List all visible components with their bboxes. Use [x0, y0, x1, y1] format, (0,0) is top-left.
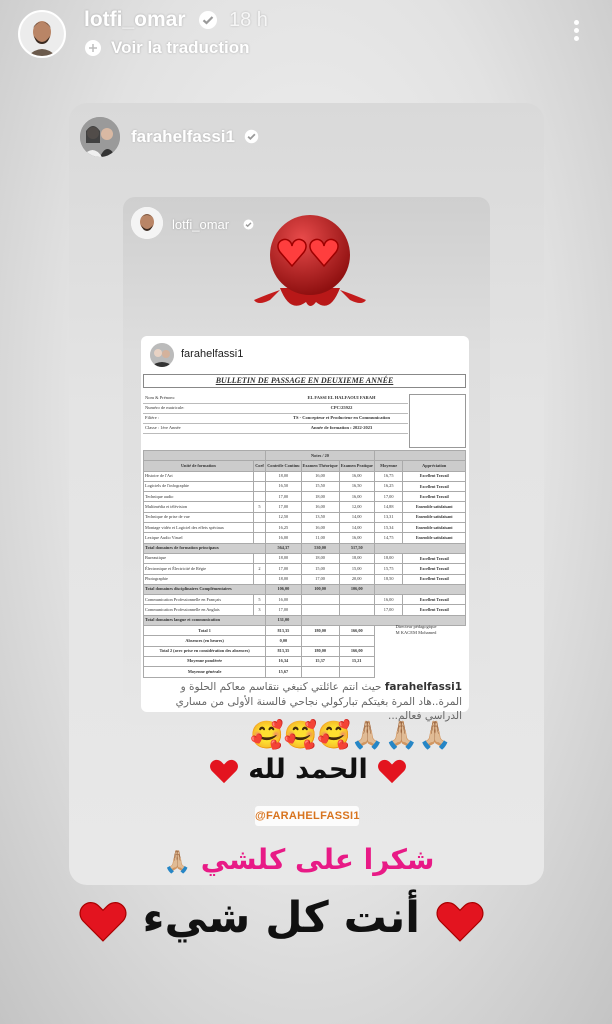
info-value: CPC/25922	[330, 405, 353, 410]
subtotal-value: 106,00	[266, 584, 301, 594]
subtotal-value: 100,00	[301, 584, 339, 594]
header-cell	[144, 451, 266, 461]
subtotal-label: Total domaines de formation principaux	[144, 543, 266, 553]
summary-value: 16,34	[266, 656, 301, 666]
appreciation-cell: Excellent Travail	[403, 492, 466, 502]
info-label: Numéro de matricule:	[145, 405, 185, 410]
story-username[interactable]: lotfi_omar	[84, 8, 186, 31]
subtotal-row	[144, 543, 466, 553]
grade-cell	[339, 605, 374, 615]
grade-cell: 16,00	[339, 533, 374, 543]
grade-cell	[339, 595, 374, 605]
table-row	[144, 502, 466, 512]
grade-cell: 12,00	[339, 502, 374, 512]
summary-value: 15,21	[339, 656, 374, 666]
translate-link[interactable]: Voir la traduction	[111, 38, 250, 57]
grade-cell: 18,00	[301, 553, 339, 563]
grade-cell: 17,00	[301, 574, 339, 584]
table-row	[144, 595, 466, 605]
average-cell: 14,88	[374, 502, 403, 512]
table-row	[144, 481, 466, 491]
empty-cell	[374, 543, 465, 553]
subject-cell: Photographie	[144, 574, 254, 584]
table-row	[144, 533, 466, 543]
table-row	[144, 523, 466, 533]
grade-cell: 17,00	[266, 605, 301, 615]
subtotal-value: 131,00	[266, 615, 301, 625]
coef-cell: 5	[253, 595, 265, 605]
post-avatar	[150, 343, 174, 367]
subtotal-value: 517,50	[339, 543, 374, 553]
coef-cell	[253, 574, 265, 584]
thanks-text: شكرا على كلشي	[200, 843, 435, 876]
average-cell: 14,75	[374, 533, 403, 543]
summary-row	[144, 667, 466, 677]
subject-cell: Technique audio	[144, 492, 254, 502]
praying-hands-icon: 🙏🏼	[163, 850, 191, 875]
summary-value: 15,37	[301, 656, 339, 666]
table-row	[144, 574, 466, 584]
info-value: EL FASSI EL HALFAOUI FARAH	[307, 395, 376, 400]
coef-cell	[253, 481, 265, 491]
emoji-row: 🥰🥰🥰🙏🏼🙏🏼🙏🏼	[250, 720, 452, 751]
empty-cell	[374, 636, 465, 646]
info-label: Nom & Prénom:	[145, 395, 175, 400]
subtotal-label: Total domaines disciplinaires Complémentaires	[144, 584, 266, 594]
summary-label: Total 1	[144, 626, 266, 636]
average-cell: 15,75	[374, 564, 403, 574]
appreciation-cell: Excellent Travail	[403, 605, 466, 615]
subject-cell: Communication Professionnelle en Anglais	[144, 605, 254, 615]
subject-cell: Multimédia et télévision	[144, 502, 254, 512]
grade-cell: 17,00	[266, 492, 301, 502]
everything-text-overlay	[125, 893, 485, 953]
table-row	[144, 471, 466, 481]
summary-label: Absences (en heures)	[144, 636, 266, 646]
post-username: farahelfassi1	[181, 348, 244, 360]
summary-value: 180,00	[301, 646, 339, 656]
grade-cell: 17,00	[266, 502, 301, 512]
coef-cell: 5	[253, 502, 265, 512]
summary-label: Moyenne pondérée	[144, 656, 266, 666]
summary-value	[301, 667, 339, 677]
grade-cell: 12,50	[266, 512, 301, 522]
grade-cell: 11,00	[301, 533, 339, 543]
subject-cell: Lexique Audio Visuel	[144, 533, 254, 543]
subject-cell: Électronique et Électricité de Régie	[144, 564, 254, 574]
avatar[interactable]	[18, 10, 66, 58]
appreciation-cell: Excellent Travail	[403, 564, 466, 574]
subject-cell: Technique de prise de vue	[144, 512, 254, 522]
grade-cell: 16,00	[301, 523, 339, 533]
subject-cell: Histoire de l'Art	[144, 471, 254, 481]
summary-value: 0,00	[266, 636, 301, 646]
subject-cell: Bureautique	[144, 553, 254, 563]
empty-cell	[374, 646, 465, 656]
header-cell: Contrôle Continu	[266, 461, 301, 471]
caption-text: حيث انتم عائلتي كنبغي نتقاسم معاكم الحلوة و المرة..هاد المرة بغيتكم تباركولي نجاحي فالسنة الأولى من مساري الدراسي فعالم...	[175, 681, 462, 723]
summary-row	[144, 656, 466, 666]
appreciation-cell: Excellent Travail	[403, 574, 466, 584]
appreciation-cell: Ensemble satisfaisant	[403, 533, 466, 543]
appreciation-cell: Excellent Travail	[403, 595, 466, 605]
story-timestamp: 18 h	[229, 9, 268, 31]
story-header	[0, 0, 612, 70]
hamdu-text-overlay	[208, 754, 408, 794]
nested-avatar	[131, 207, 163, 239]
subject-cell: Montage vidéo et Logiciel des effets spéciaux	[144, 523, 254, 533]
appreciation-cell: Ensemble satisfaisant	[403, 512, 466, 522]
appreciation-cell: Excellent Travail	[403, 553, 466, 563]
grade-cell: 16,25	[266, 523, 301, 533]
summary-value: 180,00	[301, 626, 339, 636]
subtotal-value: 530,00	[301, 543, 339, 553]
grade-cell: 18,00	[339, 553, 374, 563]
header-cell: Notes / 20	[266, 451, 375, 461]
grade-cell: 13,50	[301, 512, 339, 522]
grade-cell: 18,00	[301, 492, 339, 502]
grade-cell: 16,00	[301, 471, 339, 481]
appreciation-cell: Ensemble satisfaisant	[403, 523, 466, 533]
average-cell: 13,31	[374, 512, 403, 522]
nested-username: lotfi_omar	[172, 217, 230, 232]
grade-cell: 20,00	[339, 574, 374, 584]
summary-value: 166,00	[339, 646, 374, 656]
grade-cell: 16,00	[266, 595, 301, 605]
header-cell: Unité de formation	[144, 461, 254, 471]
header-cell: Examen Pratique	[339, 461, 374, 471]
summary-row	[144, 646, 466, 656]
subtotal-row	[144, 584, 466, 594]
header-cell	[374, 451, 465, 461]
student-info	[143, 394, 408, 434]
octopus-hearts-sticker	[250, 210, 370, 318]
grade-cell: 14,00	[339, 512, 374, 522]
summary-value: 813,35	[266, 626, 301, 636]
coef-cell	[253, 492, 265, 502]
summary-value	[339, 667, 374, 677]
everything-text: أنت كل شيء	[142, 893, 421, 943]
subtotal-value: 564,37	[266, 543, 301, 553]
signature-block	[371, 624, 461, 636]
grade-cell: 15,00	[301, 564, 339, 574]
coef-cell: 2	[253, 564, 265, 574]
grades-table	[143, 450, 466, 678]
summary-value: 166,00	[339, 626, 374, 636]
thanks-text-overlay	[154, 843, 444, 883]
subtotal-label: Total domaines langue et communication	[144, 615, 266, 625]
document-title: BULLETIN DE PASSAGE EN DEUXIEME ANNÉE	[143, 374, 466, 388]
grade-cell: 15,00	[339, 564, 374, 574]
coef-cell	[253, 512, 265, 522]
grade-cell: 15,50	[301, 481, 339, 491]
mention-sticker[interactable]: @FARAHELFASSI1	[255, 806, 359, 826]
table-row	[144, 512, 466, 522]
average-cell: 15,34	[374, 523, 403, 533]
appreciation-cell: Excellent Travail	[403, 481, 466, 491]
coef-cell	[253, 553, 265, 563]
table-row	[144, 564, 466, 574]
grade-cell: 16,50	[266, 481, 301, 491]
coef-cell: 3	[253, 605, 265, 615]
verified-badge-icon	[198, 10, 218, 30]
grade-cell: 17,00	[266, 564, 301, 574]
summary-label: Moyenne générale	[144, 667, 266, 677]
summary-label: Total 2 (avec prise en considération des absences)	[144, 646, 266, 656]
empty-cell	[374, 667, 465, 677]
summary-value	[301, 636, 339, 646]
grade-cell	[301, 595, 339, 605]
repost-username[interactable]: farahelfassi1	[131, 127, 235, 146]
coef-cell	[253, 533, 265, 543]
grade-cell	[301, 605, 339, 615]
heart-icon	[435, 898, 485, 944]
empty-cell	[374, 584, 465, 594]
subtotal-value: 106,00	[339, 584, 374, 594]
hamdu-text: الحمد لله	[248, 754, 368, 785]
more-vertical-icon[interactable]	[568, 18, 584, 46]
summary-value: 813,35	[266, 646, 301, 656]
signature-title: Directeur pédagogique	[395, 624, 437, 629]
photo-box	[409, 394, 466, 448]
grade-cell: 16,00	[339, 492, 374, 502]
appreciation-cell: Ensemble satisfaisant	[403, 502, 466, 512]
grade-cell: 18,00	[266, 553, 301, 563]
grade-cell: 16,00	[301, 502, 339, 512]
average-cell: 16,75	[374, 471, 403, 481]
empty-cell	[374, 656, 465, 666]
info-value: Année de formation : 2022-2023	[310, 425, 373, 430]
info-label: Classe : 1ère Année	[145, 425, 181, 430]
average-cell: 18,00	[374, 553, 403, 563]
average-cell: 18,50	[374, 574, 403, 584]
post-caption	[150, 680, 462, 724]
subject-cell: Logiciels de l'infographie	[144, 481, 254, 491]
grade-report-document	[143, 374, 466, 676]
summary-row	[144, 636, 466, 646]
verified-badge-icon	[244, 129, 259, 144]
header-cell: Appréciation	[403, 461, 466, 471]
repost-avatar[interactable]	[80, 117, 120, 157]
info-label: Filière :	[145, 415, 160, 420]
heart-icon	[377, 757, 407, 785]
signature-name: M KACEM Mohamed	[395, 629, 437, 635]
table-row	[144, 553, 466, 563]
header-cell: Examen Théorique	[301, 461, 339, 471]
grade-cell: 16,00	[266, 533, 301, 543]
heart-icon	[209, 757, 239, 785]
header-cell: Coef	[253, 461, 265, 471]
summary-value: 15,67	[266, 667, 301, 677]
grade-cell: 18,00	[266, 471, 301, 481]
translate-icon	[84, 39, 102, 57]
subject-cell: Communication Professionnelle en Français	[144, 595, 254, 605]
table-row	[144, 605, 466, 615]
average-cell: 16,25	[374, 481, 403, 491]
info-value: TS - Concepteur et Producteur en Communication	[293, 415, 390, 420]
heart-icon	[78, 898, 128, 944]
average-cell: 17,00	[374, 605, 403, 615]
grade-cell: 14,00	[339, 523, 374, 533]
average-cell: 16,00	[374, 595, 403, 605]
coef-cell	[253, 523, 265, 533]
caption-username[interactable]: farahelfassi1	[384, 681, 462, 693]
header-cell: Moyenne	[374, 461, 403, 471]
grade-cell: 16,50	[339, 481, 374, 491]
summary-value	[339, 636, 374, 646]
appreciation-cell: Excellent Travail	[403, 471, 466, 481]
table-row	[144, 492, 466, 502]
grade-cell: 18,00	[266, 574, 301, 584]
coef-cell	[253, 471, 265, 481]
grade-cell: 16,00	[339, 471, 374, 481]
average-cell: 17,00	[374, 492, 403, 502]
